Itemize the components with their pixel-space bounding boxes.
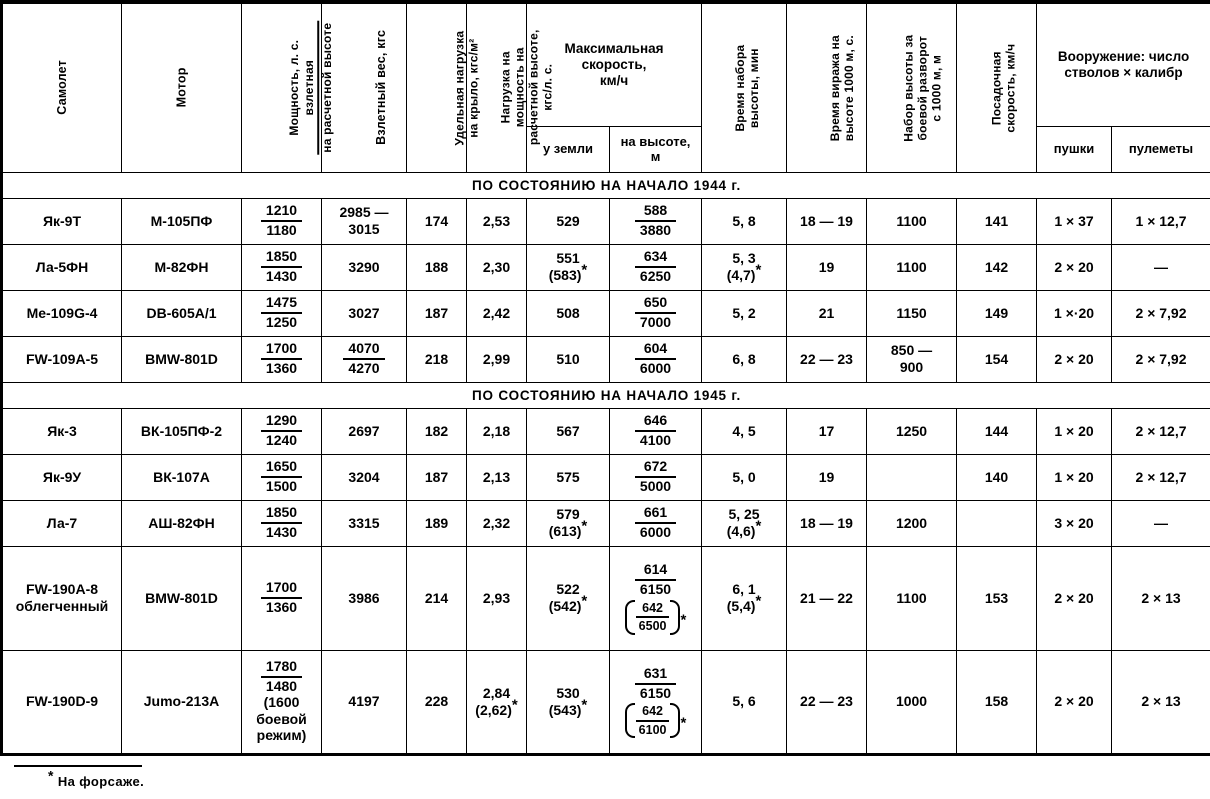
cell-engine: ВК-107А	[122, 454, 242, 500]
power-fraction	[261, 459, 302, 494]
cell-power-load: 2,30	[467, 244, 527, 290]
cell-speed-altitude	[610, 290, 702, 336]
footnote-label: На форсаже.	[58, 774, 144, 789]
cell-turn-time: 19	[787, 454, 867, 500]
cell-turn-time: 17	[787, 408, 867, 454]
power-takeoff: 1850	[261, 505, 302, 522]
table-row[interactable]	[2, 198, 1210, 244]
combat-turn-line1: 850 —	[869, 342, 954, 359]
cell-power	[242, 454, 322, 500]
cell-weight: 3204	[322, 454, 407, 500]
cell-speed-ground: 567	[527, 408, 610, 454]
speed-ground-value: 522	[529, 581, 607, 598]
header-takeoff-weight-label: Взлетный вес, кгс	[374, 30, 389, 145]
footnote-marker: *	[755, 261, 761, 278]
power-load-boost: (2,62)*	[469, 702, 524, 719]
speed-alt-height: 7000	[635, 312, 676, 331]
speed-alt2-fraction	[636, 601, 670, 634]
cell-aircraft: Ла-7	[2, 500, 122, 546]
cell-speed-ground: 529	[527, 198, 610, 244]
speed-alt-value: 650	[635, 295, 676, 312]
power-fraction	[261, 505, 302, 540]
section-band-row	[2, 382, 1210, 408]
cell-aircraft: Ла-5ФН	[2, 244, 122, 290]
cell-landing-speed: 149	[957, 290, 1037, 336]
cell-engine: DB-605A/1	[122, 290, 242, 336]
power-load-line3: расчетной высоте,	[527, 30, 541, 146]
cell-combat-turn	[867, 336, 957, 382]
weight-min: 4070	[343, 341, 384, 358]
speed-alt2-fraction	[636, 704, 670, 737]
turn-time-line1: Время виража на	[828, 35, 842, 141]
cell-engine: BMW-801D	[122, 546, 242, 650]
header-speed-ground: у земли	[527, 126, 610, 172]
climb-time-line1: Время набора	[733, 44, 747, 131]
cell-speed-altitude	[610, 500, 702, 546]
cell-engine: АШ-82ФН	[122, 500, 242, 546]
speed-alt-value: 604	[635, 341, 676, 358]
footnote-marker: *	[581, 517, 587, 534]
speed-ground-boost: (542)*	[529, 598, 607, 615]
footnote-marker: *	[755, 517, 761, 534]
speed-alt-height: 4100	[635, 430, 676, 449]
table-row[interactable]	[2, 244, 1210, 290]
header-turn-time	[787, 2, 867, 172]
paren-left	[625, 600, 635, 635]
power-extra-line2: боевой	[244, 711, 319, 728]
header-engine-label: Мотор	[174, 68, 189, 108]
footnote-marker: *	[48, 767, 54, 783]
cell-speed-altitude	[610, 650, 702, 754]
footnote-marker: *	[680, 715, 686, 732]
cell-machineguns: 2 × 13	[1112, 650, 1210, 754]
weight-line2: 3015	[324, 221, 404, 238]
cell-combat-turn: 1150	[867, 290, 957, 336]
cell-combat-turn: 1100	[867, 198, 957, 244]
cell-power-load: 2,53	[467, 198, 527, 244]
cell-engine: Jumo-213A	[122, 650, 242, 754]
cell-cannons: 2 × 20	[1037, 244, 1112, 290]
aircraft-line1: FW-190A-8	[5, 581, 119, 598]
cell-machineguns: 2 × 12,7	[1112, 454, 1210, 500]
armament-line1: Вооружение: число	[1039, 49, 1208, 65]
cell-power	[242, 650, 322, 754]
cell-climb-time: 6, 8	[702, 336, 787, 382]
table-body	[2, 172, 1210, 754]
cell-cannons: 1 × 20	[1037, 454, 1112, 500]
cell-weight: 4197	[322, 650, 407, 754]
cell-cannons: 1 ×·20	[1037, 290, 1112, 336]
cell-power	[242, 336, 322, 382]
speed-alt-value: 672	[635, 459, 676, 476]
aircraft-line2: облегченный	[5, 598, 119, 615]
cell-landing-speed: 153	[957, 546, 1037, 650]
header-engine	[122, 2, 242, 172]
speed-alt-height: 6150	[635, 683, 676, 702]
power-fraction	[261, 203, 302, 238]
cell-cannons: 2 × 20	[1037, 650, 1112, 754]
speed-alt2-height: 6100	[636, 720, 670, 737]
cell-landing-speed: 140	[957, 454, 1037, 500]
table-row[interactable]	[2, 290, 1210, 336]
cell-combat-turn	[867, 454, 957, 500]
cell-speed-ground	[527, 500, 610, 546]
power-fraction	[261, 341, 302, 376]
footnote-marker: *	[755, 592, 761, 609]
cell-turn-time: 21	[787, 290, 867, 336]
cell-weight: 3027	[322, 290, 407, 336]
power-altitude: 1500	[261, 476, 302, 495]
header-speed-altitude	[610, 126, 702, 172]
power-extra-line3: режим)	[244, 727, 319, 744]
power-altitude: 1240	[261, 430, 302, 449]
cell-machineguns: —	[1112, 244, 1210, 290]
speed-alt-height: 6000	[635, 358, 676, 377]
header-aircraft	[2, 2, 122, 172]
power-takeoff: 1700	[261, 580, 302, 597]
speed-alt-value: 634	[635, 249, 676, 266]
cell-landing-speed: 144	[957, 408, 1037, 454]
header-cannons: пушки	[1037, 126, 1112, 172]
header-climb-time-label	[733, 44, 761, 131]
wing-load-line2: на крыло, кгс/м²	[466, 30, 480, 145]
power-altitude: 1360	[261, 358, 302, 377]
speed-alt-height: 3880	[635, 220, 676, 239]
cell-combat-turn: 1100	[867, 244, 957, 290]
power-fraction	[261, 295, 302, 330]
cell-cannons: 2 × 20	[1037, 336, 1112, 382]
cell-climb-time	[702, 546, 787, 650]
power-takeoff: 1650	[261, 459, 302, 476]
section-title-1945: ПО СОСТОЯНИЮ НА НАЧАЛО 1945 г.	[2, 382, 1210, 408]
header-power	[242, 2, 322, 172]
speed-alt-line1: на высоте,	[612, 134, 699, 149]
table-row[interactable]	[2, 650, 1210, 754]
cell-speed-altitude	[610, 408, 702, 454]
climb-time-boost: (5,4)*	[704, 598, 784, 615]
table-row[interactable]	[2, 500, 1210, 546]
speed-alt-value: 614	[635, 562, 676, 579]
table-row[interactable]	[2, 408, 1210, 454]
cell-cannons: 1 × 37	[1037, 198, 1112, 244]
weight-line1: 2985 —	[324, 204, 404, 221]
footnote-marker: *	[512, 696, 518, 713]
cell-power-load: 2,42	[467, 290, 527, 336]
combat-turn-line2: 900	[869, 359, 954, 376]
power-takeoff: 1850	[261, 249, 302, 266]
turn-time-line2: высоте 1000 м, с.	[842, 35, 856, 141]
cell-weight	[322, 198, 407, 244]
footnote-marker: *	[581, 261, 587, 278]
wing-load-line1: Удельная нагрузка	[452, 30, 466, 145]
max-speed-line2: скорость,	[529, 57, 699, 73]
power-fraction	[261, 580, 302, 615]
power-takeoff: 1780	[261, 659, 302, 676]
speed-alt-value: 646	[635, 413, 676, 430]
cell-power	[242, 500, 322, 546]
speed-alt-fraction	[635, 562, 676, 597]
cell-power	[242, 546, 322, 650]
cell-cannons: 3 × 20	[1037, 500, 1112, 546]
header-landing-speed	[957, 2, 1037, 172]
speed-alt-line2: м	[612, 149, 699, 164]
header-wing-load	[407, 2, 467, 172]
cell-engine: ВК-105ПФ-2	[122, 408, 242, 454]
speed-ground-value: 551	[529, 250, 607, 267]
speed-alt-fraction	[635, 249, 676, 284]
cell-aircraft: Як-9У	[2, 454, 122, 500]
cell-turn-time: 18 — 19	[787, 500, 867, 546]
cell-speed-ground: 575	[527, 454, 610, 500]
cell-climb-time: 5, 8	[702, 198, 787, 244]
cell-weight: 3986	[322, 546, 407, 650]
cell-turn-time: 21 — 22	[787, 546, 867, 650]
table-row[interactable]	[2, 336, 1210, 382]
cell-power	[242, 290, 322, 336]
power-takeoff: 1475	[261, 295, 302, 312]
speed-alt-secondary	[625, 601, 681, 634]
speed-alt2-value: 642	[636, 601, 670, 616]
section-band-row	[2, 172, 1210, 198]
power-line1: Мощность, л. с.	[287, 21, 302, 155]
cell-aircraft: Як-3	[2, 408, 122, 454]
header-turn-time-label	[828, 35, 856, 141]
cell-power-load: 2,32	[467, 500, 527, 546]
cell-machineguns: 1 × 12,7	[1112, 198, 1210, 244]
power-fraction	[287, 21, 334, 155]
cell-speed-ground	[527, 546, 610, 650]
cell-turn-time: 22 — 23	[787, 650, 867, 754]
power-altitude: 1360	[261, 597, 302, 616]
cell-cannons: 2 × 20	[1037, 546, 1112, 650]
speed-ground-value: 579	[529, 506, 607, 523]
speed-alt-fraction	[635, 341, 676, 376]
cell-combat-turn: 1100	[867, 546, 957, 650]
cell-climb-time	[702, 244, 787, 290]
speed-ground-boost: (583)*	[529, 267, 607, 284]
combat-turn-line1: Набор высоты за	[901, 34, 915, 141]
power-load-line2: мощность на	[513, 30, 527, 146]
cell-landing-speed: 154	[957, 336, 1037, 382]
header-wing-load-label	[452, 30, 480, 145]
power-load-line1: Нагрузка на	[499, 30, 513, 146]
cell-landing-speed: 142	[957, 244, 1037, 290]
weight-max: 4270	[343, 358, 384, 377]
power-load-value: 2,84	[469, 685, 524, 702]
power-altitude: 1180	[261, 220, 302, 239]
cell-wing-load: 189	[407, 500, 467, 546]
cell-speed-altitude	[610, 244, 702, 290]
paren-left	[625, 703, 635, 738]
header-power-load-label	[499, 30, 556, 146]
speed-alt2-value: 642	[636, 704, 670, 719]
speed-alt-fraction	[635, 413, 676, 448]
speed-alt2-height: 6500	[636, 616, 670, 633]
cell-aircraft: FW-190D-9	[2, 650, 122, 754]
cell-turn-time: 18 — 19	[787, 198, 867, 244]
power-takeoff: 1700	[261, 341, 302, 358]
header-climb-time	[702, 2, 787, 172]
cell-wing-load: 188	[407, 244, 467, 290]
cell-weight: 2697	[322, 408, 407, 454]
cell-climb-time: 5, 0	[702, 454, 787, 500]
cell-wing-load: 218	[407, 336, 467, 382]
speed-alt-fraction	[635, 295, 676, 330]
cell-power	[242, 408, 322, 454]
table-row[interactable]	[2, 454, 1210, 500]
cell-wing-load: 228	[407, 650, 467, 754]
cell-power-load: 2,13	[467, 454, 527, 500]
power-altitude: 1250	[261, 312, 302, 331]
cell-turn-time: 19	[787, 244, 867, 290]
cell-landing-speed	[957, 500, 1037, 546]
cell-machineguns: 2 × 7,92	[1112, 290, 1210, 336]
speed-alt-value: 588	[635, 203, 676, 220]
climb-time-boost: (4,6)*	[704, 523, 784, 540]
cell-engine: BMW-801D	[122, 336, 242, 382]
power-fraction	[261, 659, 302, 694]
climb-time-line2: высоты, мин	[747, 44, 761, 131]
speed-ground-value: 530	[529, 685, 607, 702]
cell-power-load: 2,99	[467, 336, 527, 382]
cell-speed-ground	[527, 650, 610, 754]
paren-right	[670, 703, 680, 738]
combat-turn-line2: боевой разворот	[915, 34, 929, 141]
speed-alt-fraction	[635, 203, 676, 238]
speed-alt-value: 661	[635, 505, 676, 522]
cell-climb-time: 5, 2	[702, 290, 787, 336]
cell-engine: М-105ПФ	[122, 198, 242, 244]
power-line3: на расчетной высоте	[318, 21, 335, 155]
header-power-label	[287, 21, 334, 155]
power-takeoff: 1290	[261, 413, 302, 430]
cell-engine: М-82ФН	[122, 244, 242, 290]
climb-time-boost: (4,7)*	[704, 267, 784, 284]
weight-fraction	[343, 341, 384, 376]
speed-alt-height: 5000	[635, 476, 676, 495]
speed-ground-boost: (613)*	[529, 523, 607, 540]
power-load-line4: кгс/л. с.	[541, 30, 555, 146]
footnote-text	[48, 774, 1210, 789]
cell-aircraft: FW-109A-5	[2, 336, 122, 382]
cell-wing-load: 187	[407, 454, 467, 500]
cell-speed-altitude	[610, 336, 702, 382]
cell-weight	[322, 336, 407, 382]
cell-power-load: 2,93	[467, 546, 527, 650]
cell-climb-time	[702, 500, 787, 546]
power-altitude: 1480	[261, 676, 302, 695]
speed-alt-secondary	[625, 704, 681, 737]
climb-time-value: 5, 25	[704, 506, 784, 523]
speed-alt-fraction	[635, 666, 676, 701]
power-altitude: 1430	[261, 522, 302, 541]
cell-landing-speed: 158	[957, 650, 1037, 754]
cell-wing-load: 174	[407, 198, 467, 244]
cell-power-load: 2,18	[467, 408, 527, 454]
cell-machineguns: —	[1112, 500, 1210, 546]
speed-alt-fraction	[635, 459, 676, 494]
cell-power-load	[467, 650, 527, 754]
paren-right	[670, 600, 680, 635]
climb-time-value: 5, 3	[704, 250, 784, 267]
cell-combat-turn: 1250	[867, 408, 957, 454]
cell-cannons: 1 × 20	[1037, 408, 1112, 454]
cell-wing-load: 187	[407, 290, 467, 336]
footnote-marker: *	[680, 612, 686, 629]
landing-speed-line1: Посадочная	[989, 43, 1003, 132]
landing-speed-line2: скорость, км/ч	[1003, 43, 1017, 132]
speed-alt-height: 6250	[635, 266, 676, 285]
cell-speed-altitude	[610, 198, 702, 244]
cell-weight: 3315	[322, 500, 407, 546]
footnote-marker: *	[581, 696, 587, 713]
power-extra-line1: (1600	[244, 694, 319, 711]
cell-speed-ground: 510	[527, 336, 610, 382]
power-altitude: 1430	[261, 266, 302, 285]
speed-alt-fraction	[635, 505, 676, 540]
speed-alt-value: 631	[635, 666, 676, 683]
cell-wing-load: 214	[407, 546, 467, 650]
footnote-block	[0, 765, 1210, 799]
power-fraction	[261, 413, 302, 448]
speed-alt-height: 6000	[635, 522, 676, 541]
cell-aircraft: Ме-109G-4	[2, 290, 122, 336]
footnote-marker: *	[581, 592, 587, 609]
cell-combat-turn: 1200	[867, 500, 957, 546]
cell-speed-ground: 508	[527, 290, 610, 336]
header-armament-group	[1037, 2, 1210, 126]
power-takeoff: 1210	[261, 203, 302, 220]
speed-ground-boost: (543)*	[529, 702, 607, 719]
cell-turn-time: 22 — 23	[787, 336, 867, 382]
climb-time-value: 6, 1	[704, 581, 784, 598]
power-line2: взлетная	[302, 21, 317, 155]
header-machineguns: пулеметы	[1112, 126, 1210, 172]
cell-power	[242, 198, 322, 244]
cell-machineguns: 2 × 7,92	[1112, 336, 1210, 382]
cell-speed-altitude	[610, 546, 702, 650]
cell-power	[242, 244, 322, 290]
max-speed-line1: Максимальная	[529, 41, 699, 57]
speed-alt-height: 6150	[635, 579, 676, 598]
cell-aircraft	[2, 546, 122, 650]
cell-machineguns: 2 × 12,7	[1112, 408, 1210, 454]
cell-wing-load: 182	[407, 408, 467, 454]
table-row[interactable]	[2, 546, 1210, 650]
header-combat-turn	[867, 2, 957, 172]
max-speed-line3: км/ч	[529, 73, 699, 89]
footnote-divider	[14, 765, 142, 767]
cell-aircraft: Як-9Т	[2, 198, 122, 244]
cell-climb-time: 5, 6	[702, 650, 787, 754]
cell-combat-turn: 1000	[867, 650, 957, 754]
cell-weight: 3290	[322, 244, 407, 290]
header-landing-speed-label	[989, 43, 1017, 132]
cell-climb-time: 4, 5	[702, 408, 787, 454]
table-header	[2, 2, 1210, 172]
cell-speed-altitude	[610, 454, 702, 500]
header-aircraft-label: Самолет	[55, 60, 70, 115]
power-fraction	[261, 249, 302, 284]
header-combat-turn-label	[901, 34, 943, 141]
combat-turn-line3: с 1000 м, м	[930, 34, 944, 141]
cell-landing-speed: 141	[957, 198, 1037, 244]
cell-speed-ground	[527, 244, 610, 290]
cell-machineguns: 2 × 13	[1112, 546, 1210, 650]
section-title-1944: ПО СОСТОЯНИЮ НА НАЧАЛО 1944 г.	[2, 172, 1210, 198]
armament-line2: стволов × калибр	[1039, 65, 1208, 81]
